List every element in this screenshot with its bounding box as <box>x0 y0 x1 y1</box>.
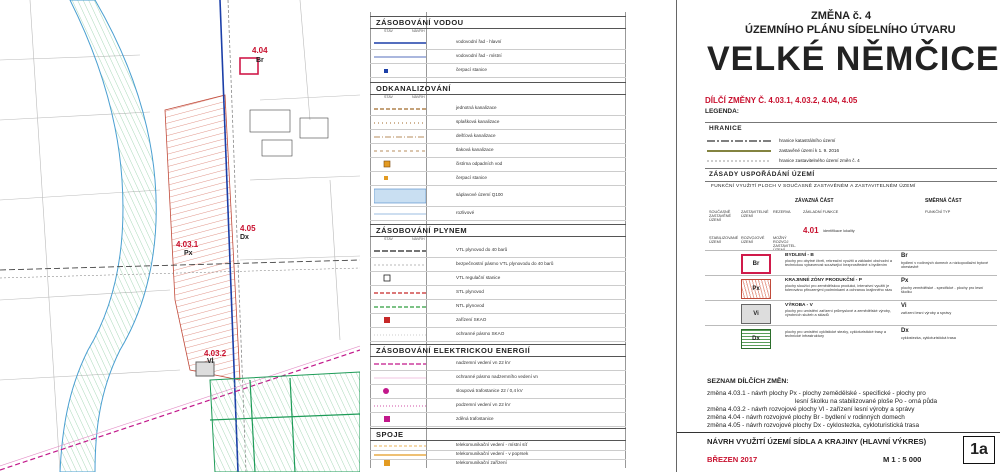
legend-row: tlaková kanalizace <box>370 144 626 158</box>
divider <box>677 432 1000 433</box>
zone-code2: Vi <box>901 303 907 309</box>
legend-label: LEGENDA: <box>705 108 739 115</box>
legend-row: VTL plynovod do 40 barů <box>370 244 626 258</box>
zone-desc2: zařízení lesní výroby a správy <box>901 311 952 315</box>
col-stav: STAV <box>384 237 393 241</box>
zone-swatch-dx: Dx <box>741 329 771 349</box>
legend-section-telecom: SPOJE <box>370 428 626 441</box>
divider <box>705 168 997 169</box>
zone-code2: Px <box>901 278 909 284</box>
map-label-vl: Vl <box>207 358 214 365</box>
legend-row: čerpací stanice <box>370 172 626 186</box>
grid-header2: ROZVOJOVÉ ÚZEMÍ <box>741 236 765 244</box>
drawing-title: NÁVRH VYUŽITÍ ÚZEMÍ SÍDLA A KRAJINY (HLAVNÍ VÝKRES) <box>707 437 927 446</box>
zasady-title: ZÁSADY USPOŘÁDÁNÍ ÚZEMÍ <box>709 171 815 178</box>
map-label-br: Br <box>256 57 264 64</box>
legend-row: sloupová trafostanice 22 / 0,4 kV <box>370 385 626 399</box>
legend-row: dešťová kanalizace <box>370 130 626 144</box>
legend-row: telekomunikační vedení - v poprsek <box>370 450 626 460</box>
zone-desc: plochy pro umístění cyklistické stezky, cykloturistické trasy a technické infrastruktury <box>785 330 886 338</box>
boundary-label: hranice katastrálního území <box>779 138 836 143</box>
utility-legend <box>370 12 626 468</box>
legend-row: zděná trafostanice <box>370 413 626 427</box>
change-item: změna 4.05 - návrh rozvojové plochy Dx - cyklostezka, cykloturistická trasa <box>707 422 920 429</box>
zone-main: BYDLENÍ - B <box>785 253 814 258</box>
grid-header: SOUČASNĚ ZASTAVĚNÉ ÚZEMÍ <box>709 210 732 222</box>
title-block <box>676 0 1000 472</box>
grid-header: ZASTAVITELNÉ ÚZEMÍ <box>741 210 769 218</box>
legend-row: čerpací stanice <box>370 64 626 78</box>
legend-row: telekomunikační vedení - místní síť <box>370 441 626 451</box>
zone-swatch-vi: Vi <box>741 304 771 324</box>
change-item: změna 4.03.1 - návrh plochy Px - plochy zemědělské - specifické - plochy pro <box>707 390 926 397</box>
map-label-px: Px <box>184 250 193 257</box>
zone-desc: plochy pro umístění zařízení průmyslové a zemědělské výroby, výrobních služeb a skladů <box>785 309 891 317</box>
change-item: změna 4.04 - návrh rozvojové plochy Br - bydlení v rodinných domech <box>707 414 905 421</box>
zone-desc: plochy pro obytné čtvrti, rekreační využití a základní obchodní a technickou vybavenost související bezprostředně s bydlením <box>785 259 893 267</box>
legend-section-water: ZÁSOBOVÁNÍ VODOU <box>370 16 626 29</box>
change-item: lesní školku na stabilizované ploše Po - orná půda <box>795 398 938 405</box>
legend-row: ochranné pásmo nadzemního vedení vn <box>370 371 626 385</box>
legend-row: vodovodní řad - místní <box>370 50 626 64</box>
col-stav: STAV <box>384 29 393 33</box>
legend-row: ochranné pásmo SKAO <box>370 328 626 342</box>
legend-section-gas: ZÁSOBOVÁNÍ PLYNEM <box>370 224 626 237</box>
col-navrh: NÁVRH <box>412 237 425 241</box>
legend-row: podzemní vedení vn 22 kV <box>370 399 626 413</box>
change-item: změna 4.03.2 - návrh rozvojové plochy Vl - zařízení lesní výroby a správy <box>707 406 915 413</box>
divider <box>705 122 997 123</box>
code-example: 4.01 <box>803 226 819 235</box>
grid-header: REZERVA <box>773 210 791 214</box>
smerna: SMĚRNÁ ČÁST <box>925 198 962 204</box>
zone-main: KRAJINNÉ ZÓNY PRODUKČNÍ - P <box>785 278 862 283</box>
zone-desc2: bydlení v rodinných domech a nízkopodlažní bytové obestavbě <box>901 261 989 269</box>
change-label: ZMĚNA č. 4 <box>811 10 872 22</box>
scale: M 1 : 5 000 <box>883 455 922 464</box>
boundary-label: zastavěné území k 1. 9. 2016 <box>779 148 840 153</box>
zone-desc2: cyklostezka, cykloturistická trasa <box>901 336 956 340</box>
legend-row: rozlivové <box>370 207 626 221</box>
map-area[interactable] <box>0 0 360 472</box>
boundary-label: hranice zastavitelného území změn č. 4 <box>779 158 860 163</box>
partial-changes: DÍLČÍ ZMĚNY Č. 4.03.1, 4.03.2, 4.04, 4.05 <box>705 96 858 105</box>
zone-row-vi <box>705 300 997 325</box>
zasady-sub: FUNKČNÍ VYUŽITÍ PLOCH V SOUČASNĚ ZASTAVĚNÉM A ZASTAVITELNÉM ÚZEMÍ <box>711 184 916 189</box>
zone-row-br <box>705 250 997 275</box>
legend-row: NTL plynovod <box>370 300 626 314</box>
municipality-title: VELKÉ NĚMČICE <box>707 40 1000 78</box>
boundaries-title: HRANICE <box>709 125 743 132</box>
code-example-note: identifikace lokality <box>823 229 855 233</box>
sheet-number: 1a <box>963 436 995 464</box>
legend-row: sáplavové území Q100 <box>370 186 626 207</box>
col-navrh: NÁVRH <box>412 95 425 99</box>
legend-section-electricity: ZÁSOBOVÁNÍ ELEKTRICKOU ENERGIÍ <box>370 344 626 357</box>
zone-swatch-br: Br <box>741 254 771 274</box>
map-label-4-04: 4.04 <box>252 46 268 55</box>
legend-row: nadzemní vedení vn 22 kV <box>370 357 626 371</box>
grid-header: FUNKČNÍ TYP <box>925 210 951 214</box>
zone-swatch-px: Px <box>741 279 771 299</box>
changes-title: SEZNAM DÍLČÍCH ZMĚN: <box>707 378 789 385</box>
zone-desc: plochy sloužící pro zemědělskou produkci, intenzivní využití je tolerováno přirozenými podmínkami a ochranou krajinného rázu <box>785 284 893 292</box>
map-label-dx: Dx <box>240 234 249 241</box>
legend-row: zařízení SKAO <box>370 314 626 328</box>
zone-row-px <box>705 275 997 300</box>
grid-header2: MOŽNÝ ROZVOJ ZASTAVITEL. ÚZEMÍ <box>773 236 797 252</box>
col-stav: STAV <box>384 95 393 99</box>
col-navrh: NÁVRH <box>412 29 425 33</box>
legend-row: bezpečnostní pásmo VTL plynovodu do 40 barů <box>370 258 626 272</box>
zone-code2: Dx <box>901 328 909 334</box>
grid-header2: STABILIZOVANÉ ÚZEMÍ <box>709 236 739 244</box>
zone-code2: Br <box>901 253 908 259</box>
legend-row: splašková kanalizace <box>370 116 626 130</box>
boundary-symbols <box>707 136 771 166</box>
map-label-4-03-2: 4.03.2 <box>204 349 227 358</box>
map-drawing <box>0 0 360 472</box>
date: BŘEZEN 2017 <box>707 455 758 464</box>
zone-main: VÝROBA - V <box>785 303 813 308</box>
plan-type: ÚZEMNÍHO PLÁNU SÍDELNÍHO ÚTVARU <box>745 24 956 36</box>
legend-row: VTL regulační stanice <box>370 272 626 286</box>
legend-row: STL plynovod <box>370 286 626 300</box>
grid-header: ZÁKLADNÍ FUNKCE <box>803 210 839 214</box>
legend-row: jednotná kanalizace <box>370 102 626 116</box>
legend-row: vodovodní řad - hlavní <box>370 36 626 50</box>
zavazna: ZÁVAZNÁ ČÁST <box>795 198 834 204</box>
zone-desc2: plochy zemědělské - specifické - plochy pro lesní školku <box>901 286 984 294</box>
zone-row-dx <box>705 325 997 350</box>
divider <box>705 181 997 182</box>
legend-row: telekomunikační zařízení <box>370 459 626 468</box>
map-label-4-03-1: 4.03.1 <box>176 240 199 249</box>
legend-row: čistírna odpadních vod <box>370 158 626 172</box>
map-label-4-05: 4.05 <box>240 224 256 233</box>
legend-section-sewer: ODKANALIZOVÁNÍ <box>370 82 626 95</box>
